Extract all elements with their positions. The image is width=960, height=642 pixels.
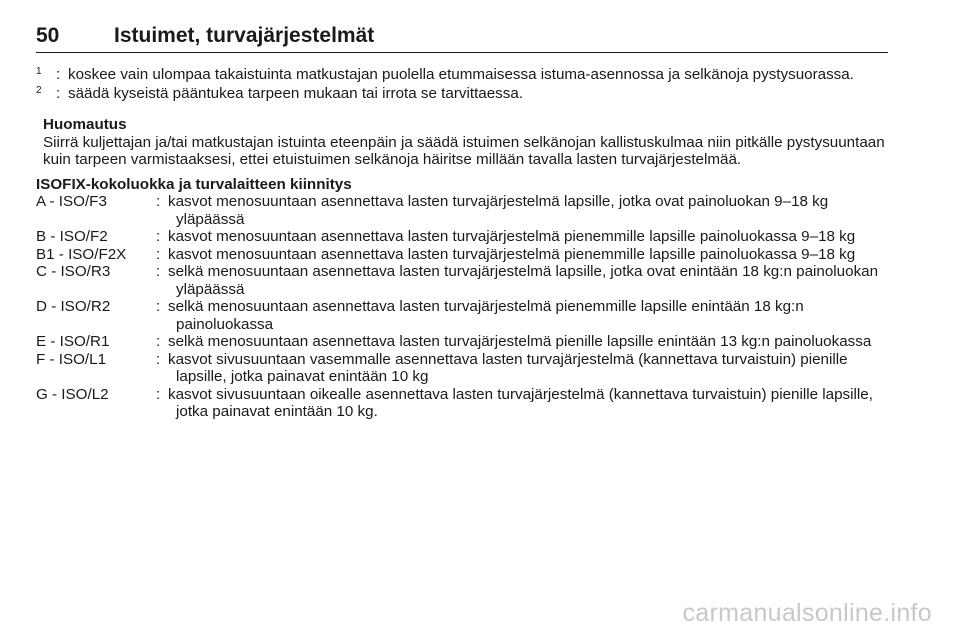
row-code: A - ISO/F3	[36, 193, 107, 210]
row-desc: selkä menosuuntaan asennettava lasten turvajärjestelmä lapsille, jotka ovat enintään 18 kg:n painoluokan yläpäässä	[168, 263, 879, 298]
table-row	[36, 386, 888, 421]
row-colon: :	[156, 228, 161, 245]
row-desc: selkä menosuuntaan asennettava lasten turvajärjestelmä pienemmille lapsille enintään 18 kg:n painoluokassa	[168, 298, 804, 333]
row-colon: :	[156, 245, 161, 263]
note-block	[36, 116, 888, 169]
row-colon: :	[156, 350, 161, 368]
table-row	[36, 333, 888, 351]
row-code: B - ISO/F2	[36, 228, 108, 245]
row-colon: :	[156, 193, 161, 210]
table-row	[36, 193, 888, 228]
footnote-text: säädä kyseistä pääntukea tarpeen mukaan tai irrota se tarvittaessa.	[68, 84, 524, 102]
row-colon: :	[156, 385, 161, 403]
row-code: G - ISO/L2	[36, 385, 109, 403]
footnote-mark: 1	[36, 66, 42, 77]
footnote-colon: :	[56, 84, 61, 102]
row-code: D - ISO/R2	[36, 298, 111, 315]
row-code: B1 - ISO/F2X	[36, 245, 127, 263]
table-row	[36, 228, 888, 246]
footnote-colon: :	[56, 66, 61, 83]
isofix-table-title: ISOFIX-kokoluokka ja turvalaitteen kiinnitys	[36, 175, 352, 193]
row-desc: kasvot sivusuuntaan vasemmalle asennettava lasten turvajärjestelmä (kannettava turvaistuin) pienille lapsille, jotka painavat enintään 10 kg	[168, 350, 848, 385]
row-colon: :	[156, 333, 161, 350]
isofix-table	[36, 193, 888, 421]
footnote	[36, 66, 888, 84]
watermark[interactable]: carmanualsonline.info	[682, 599, 932, 627]
row-code: F - ISO/L1	[36, 350, 107, 368]
footnote-mark: 2	[36, 84, 42, 96]
footnote-text: koskee vain ulompaa takaistuinta matkustajan puolella etummaisessa istuma-asennossa ja selkänoja pystysuorassa.	[68, 66, 854, 83]
row-desc: selkä menosuuntaan asennettava lasten turvajärjestelmä pienille lapsille enintään 13 kg:n painoluokassa	[168, 333, 872, 350]
page-title: Istuimet, turvajärjestelmät	[114, 24, 375, 47]
row-code: E - ISO/R1	[36, 333, 110, 350]
row-colon: :	[156, 298, 161, 315]
note-text: Siirrä kuljettajan ja/tai matkustajan istuinta eteenpäin ja säädä istuimen selkänojan kallistuskulmaa niin pitkälle pystysuuntaan kuin tarpeen varmistaaksesi, ettei etuistuimen selkänoja häiritse millään tavalla lasten turvajärjestelmää.	[43, 133, 885, 168]
table-row	[36, 298, 888, 333]
row-code: C - ISO/R3	[36, 263, 111, 280]
row-desc: kasvot sivusuuntaan oikealle asennettava lasten turvajärjestelmä (kannettava turvaistuin) pienille lapsille, jotka painavat enintään 10 kg.	[168, 385, 873, 420]
page-header	[36, 26, 888, 53]
table-row	[36, 263, 888, 298]
row-desc: kasvot menosuuntaan asennettava lasten turvajärjestelmä pienemmille lapsille painoluokassa 9–18 kg	[168, 245, 856, 263]
note-title: Huomautus	[43, 116, 127, 133]
page-content	[36, 66, 888, 421]
footnote	[36, 85, 888, 103]
row-colon: :	[156, 263, 161, 280]
table-row	[36, 351, 888, 386]
row-desc: kasvot menosuuntaan asennettava lasten turvajärjestelmä pienemmille lapsille painoluokassa 9–18 kg	[168, 228, 856, 245]
table-row	[36, 246, 888, 264]
row-desc: kasvot menosuuntaan asennettava lasten turvajärjestelmä lapsille, jotka ovat painoluokan 9–18 kg yläpäässä	[168, 193, 829, 228]
page-number: 50	[36, 24, 60, 47]
